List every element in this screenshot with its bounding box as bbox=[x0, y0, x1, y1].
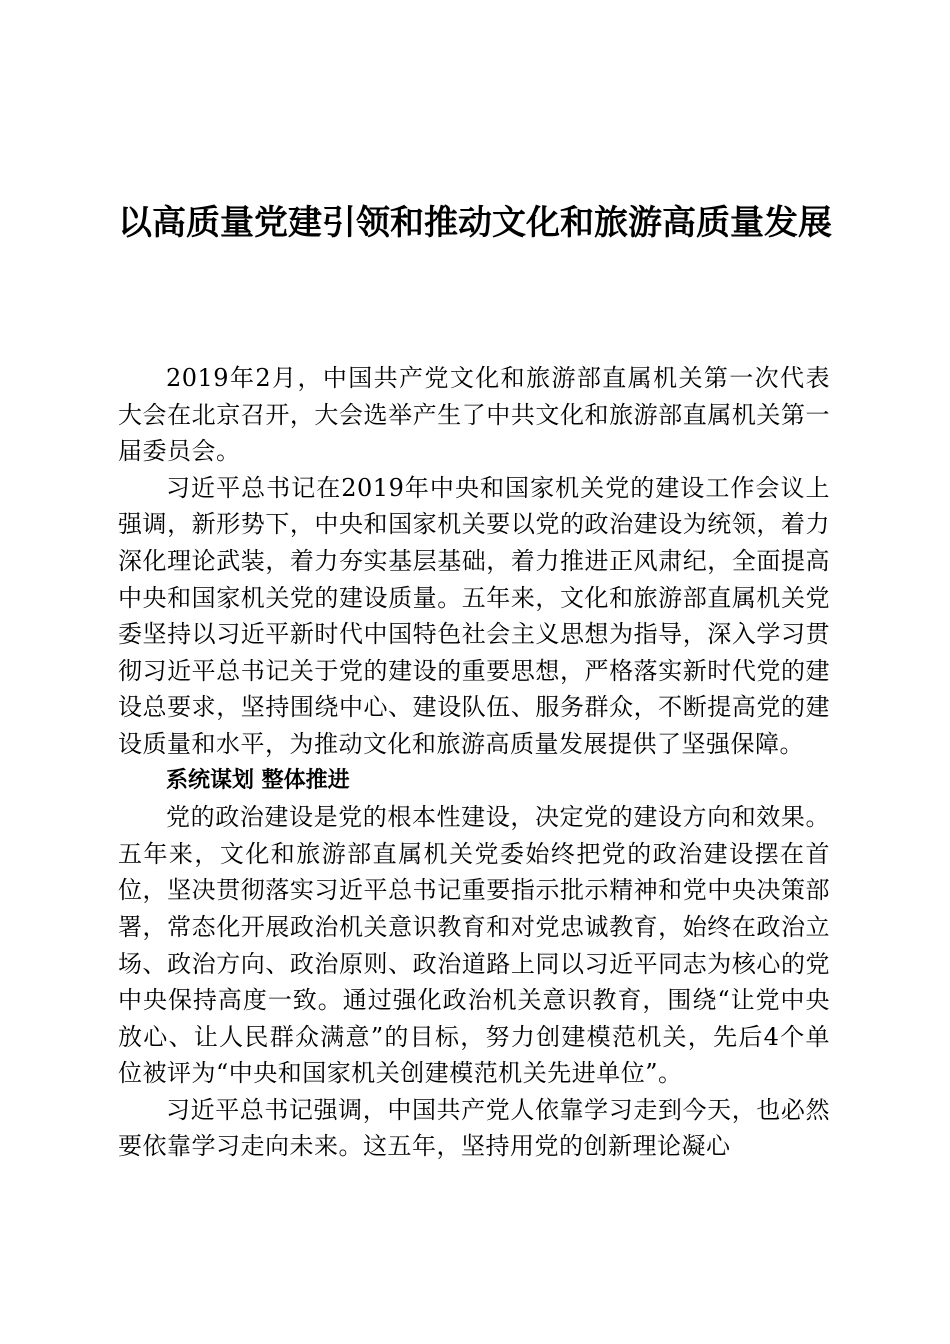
document-title: 以高质量党建引领和推动文化和旅游高质量发展 bbox=[118, 203, 832, 243]
document-body bbox=[118, 360, 830, 1165]
paragraph: 2019年2月，中国共产党文化和旅游部直属机关第一次代表大会在北京召开，大会选举产生了中共文化和旅游部直属机关第一届委员会。 bbox=[118, 364, 830, 466]
paragraph: 习近平总书记强调，中国共产党人依靠学习走到今天，也必然要依靠学习走向未来。这五年，坚持用党的创新理论凝心 bbox=[118, 1095, 830, 1161]
paragraph: 党的政治建设是党的根本性建设，决定党的建设方向和效果。五年来，文化和旅游部直属机关党委始终把党的政治建设摆在首位，坚决贯彻落实习近平总书记重要指示批示精神和党中央决策部署，常态化开展政治机关意识教育和对党忠诚教育，始终在政治立场、政治方向、政治原则、政治道路上同以习近平同志为核心的党中央保持高度一致。通过强化政治机关意识教育，围绕“让党中央放心、让人民群众满意”的目标，努力创建模范机关，先后4个单位被评为“中央和国家机关创建模范机关先进单位”。 bbox=[118, 803, 830, 1088]
paragraph: 习近平总书记在2019年中央和国家机关党的建设工作会议上强调，新形势下，中央和国家机关要以党的政治建设为统领，着力深化理论武装，着力夯实基层基础，着力推进正风肃纪，全面提高中央和国家机关党的建设质量。五年来，文化和旅游部直属机关党委坚持以习近平新时代中国特色社会主义思想为指导，深入学习贯彻习近平总书记关于党的建设的重要思想，严格落实新时代党的建设总要求，坚持围绕中心、建设队伍、服务群众，不断提高党的建设质量和水平，为推动文化和旅游高质量发展提供了坚强保障。 bbox=[118, 473, 830, 758]
section-heading: 系统谋划 整体推进 bbox=[166, 767, 350, 793]
